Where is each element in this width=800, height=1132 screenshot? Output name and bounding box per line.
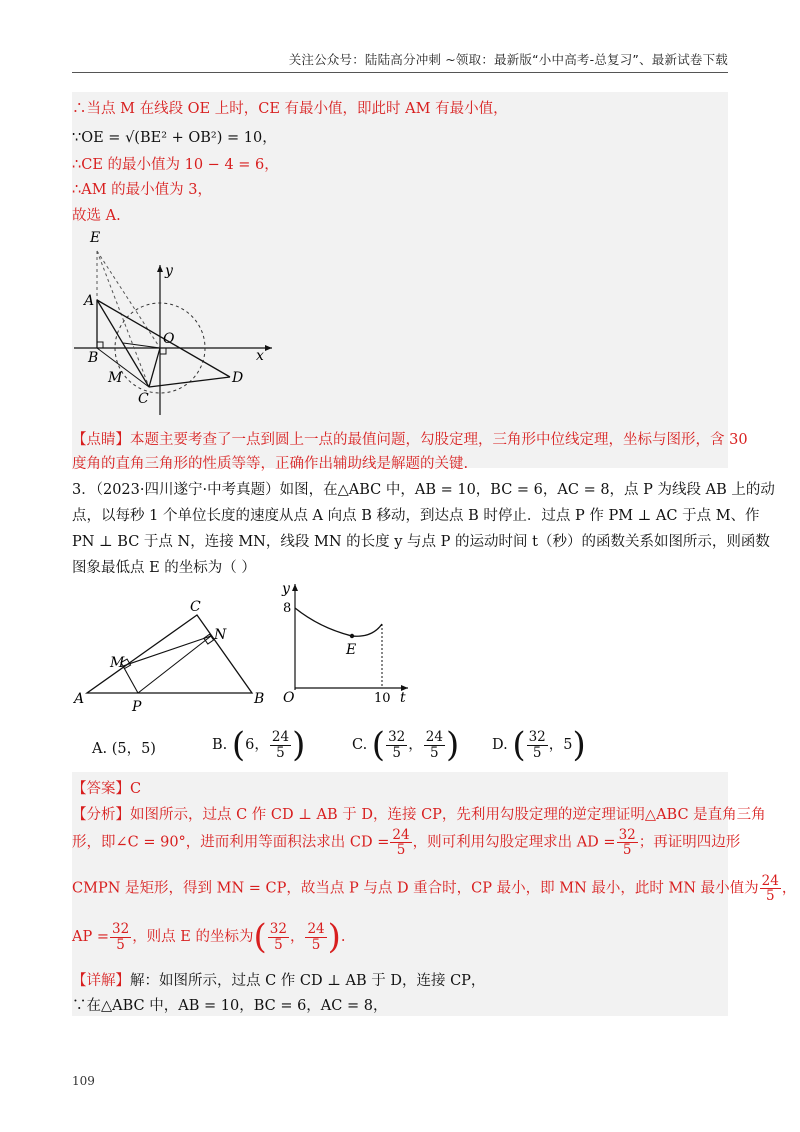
answer-value: C: [130, 781, 142, 797]
problem-line-2: 点，以每秒 1 个单位长度的速度从点 A 向点 B 移动，到达点 B 时停止．过点 P 作 PM ⊥ AC 于点 M、作: [72, 508, 760, 524]
option-d[interactable]: D. ( $\frac{32}{5}$ ，5): [492, 725, 586, 765]
y-axis-arrow: [157, 265, 163, 272]
option-a[interactable]: [92, 737, 156, 758]
point-E: [350, 634, 354, 638]
analysis-text-3a: CMPN 是矩形，得到 MN = CP，故当点 P 与点 D 重合时，CP 最小，即 MN 最小，此时 MN 最小值为: [72, 880, 759, 897]
option-b-den: 5: [276, 744, 285, 761]
solution-line-4: ∴AM 的最小值为 3，: [72, 182, 212, 198]
graph-label-y: y: [282, 581, 290, 597]
option-d-post: ，5: [548, 737, 573, 753]
x-axis-arrow: [265, 345, 272, 351]
segment-MO: [123, 343, 160, 348]
analysis-text-4a: AP =: [72, 929, 109, 945]
detail-text-1: 解：如图所示，过点 C 作 CD ⊥ AB 于 D，连接 CP，: [130, 973, 486, 989]
graph-label-t: t: [400, 690, 406, 706]
segment-PM: [123, 666, 138, 693]
option-c[interactable]: C. ( $\frac{32}{5}$ ， $\frac{24}{5}$ ): [352, 725, 460, 765]
e-den1: 5: [274, 936, 283, 953]
analysis-line-3: [72, 874, 796, 903]
graph-label-8: 8: [283, 601, 292, 616]
label-D: D: [232, 370, 244, 386]
label-P: P: [132, 699, 142, 715]
analysis-text-2c: ；再证明四边形: [638, 834, 741, 851]
option-c-den2: 5: [430, 744, 439, 761]
graph-label-E: E: [346, 642, 357, 658]
option-c-label: C.: [352, 737, 368, 753]
dianjing-text-1: 本题主要考查了一点到圆上一点的最值问题，勾股定理，三角形中位线定理，坐标与图形，含 30: [130, 432, 748, 448]
label-E: E: [90, 230, 101, 246]
page-header: 关注公众号：陆陆高分冲刺 ~领取：最新版“小中高考-总复习”、最新试卷下载: [288, 52, 728, 67]
problem-line-3: PN ⊥ BC 于点 N，连接 MN，线段 MN 的长度 y 与点 P 的运动时间 t（秒）的函数关系如图所示，则函数: [72, 534, 770, 550]
analysis-tag: 【分析】: [72, 807, 130, 823]
option-a-text: (5，5): [111, 741, 156, 757]
mn-num: 24: [761, 873, 779, 889]
label-O: O: [163, 331, 175, 347]
solution-line-5: 故选 A.: [72, 208, 121, 224]
option-b-label: B.: [212, 737, 228, 753]
line-EC: [97, 251, 149, 387]
figure-coordinate-geometry: [72, 225, 292, 420]
label-C: C: [138, 391, 149, 407]
option-b[interactable]: B. (6， $\frac{24}{5}$ ): [212, 725, 306, 765]
e-num1: 32: [269, 921, 287, 938]
line-EO: [97, 251, 160, 348]
problem-line-4: 图象最低点 E 的坐标为（ ）: [72, 560, 256, 576]
label-C2: C: [190, 599, 201, 615]
ad-den: 5: [622, 842, 632, 859]
side-CD: [149, 377, 230, 387]
triangle-ABC: [87, 615, 252, 693]
side-BC: [97, 348, 149, 387]
answer-tag: 【答案】: [72, 781, 130, 797]
dianjing-tag: 【点睛】: [72, 432, 130, 448]
solution-line-2: ∵OE = √(BE² + OB²) = 10，: [72, 130, 277, 146]
solution-line-3: ∴CE 的最小值为 10 − 4 = 6，: [72, 157, 279, 173]
option-c-den1: 5: [392, 744, 401, 761]
analysis-text-4c: .: [340, 929, 346, 945]
option-d-den: 5: [532, 744, 542, 761]
segment-MN: [123, 636, 211, 666]
analysis-line-4: AP = $\frac{32}{5}$ ，则点 E 的坐标为( $\frac{32}{5}$ ， $\frac{24}{5}$ ).: [72, 917, 346, 957]
answer-line: [72, 777, 141, 798]
page-number: 109: [72, 1074, 95, 1088]
cd-den: 5: [396, 842, 406, 859]
analysis-text-1: 如图所示，过点 C 作 CD ⊥ AB 于 D，连接 CP，先利用勾股定理的逆定理证明△ABC 是直角三角: [130, 807, 766, 823]
dianjing-line-2: 度角的直角三角形的性质等等，正确作出辅助线是解题的关键.: [72, 456, 469, 472]
right-angle-B: [97, 342, 103, 348]
solution-line-1: ∴当点 M 在线段 OE 上时，CE 有最小值，即此时 AM 有最小值，: [72, 101, 508, 117]
ap-den: 5: [116, 936, 125, 953]
function-curve: [295, 608, 382, 636]
cd-num: 24: [392, 827, 410, 843]
detail-tag: 【详解】: [72, 973, 130, 989]
label-y: y: [165, 263, 173, 279]
y-axis-graph-arrow: [292, 584, 298, 591]
figure-triangle: [72, 595, 272, 715]
analysis-line-1: [72, 803, 766, 824]
option-b-pre: 6，: [245, 737, 269, 753]
option-c-num1: 32: [388, 729, 406, 746]
analysis-text-2b: ，则可利用勾股定理求出 AD =: [412, 834, 616, 851]
analysis-text-4b: ，则点 E 的坐标为: [132, 929, 254, 945]
graph-label-10: 10: [374, 691, 391, 706]
detail-line-1: [72, 969, 485, 990]
e-den2: 5: [311, 936, 321, 953]
label-B2: B: [254, 691, 265, 707]
option-d-label: D.: [492, 737, 508, 753]
option-d-num: 32: [528, 729, 546, 746]
ap-num: 32: [112, 921, 130, 938]
header-rule: [72, 72, 728, 73]
option-a-label: A.: [92, 741, 108, 757]
side-CO: [149, 348, 160, 387]
label-M: M: [108, 370, 123, 386]
ad-num: 32: [618, 827, 636, 843]
analysis-text-2a: 形，即∠C = 90°，进而利用等面积法求出 CD =: [72, 834, 390, 851]
right-angle-O: [160, 348, 166, 354]
detail-line-2: ∵在△ABC 中，AB = 10，BC = 6，AC = 8，: [72, 998, 388, 1014]
mn-den: 5: [765, 888, 775, 905]
label-B: B: [88, 350, 99, 366]
e-num2: 24: [307, 921, 325, 938]
problem-line-1: 3．（2023·四川遂宁·中考真题）如图，在△ABC 中，AB = 10，BC = 6，AC = 8，点 P 为线段 AB 上的动: [72, 482, 775, 498]
dianjing-line-1: [72, 428, 748, 449]
figure-function-graph: [280, 578, 420, 708]
segment-PN: [138, 636, 211, 693]
analysis-text-3b: ，: [781, 880, 797, 897]
analysis-line-2: [72, 828, 740, 857]
label-N: N: [214, 627, 227, 643]
option-c-num2: 24: [425, 729, 443, 746]
option-b-num: 24: [271, 729, 290, 746]
label-A: A: [84, 293, 95, 309]
label-M2: M: [110, 655, 125, 671]
label-A2: A: [74, 691, 85, 707]
label-x: x: [256, 348, 264, 364]
graph-label-O: O: [283, 690, 295, 706]
